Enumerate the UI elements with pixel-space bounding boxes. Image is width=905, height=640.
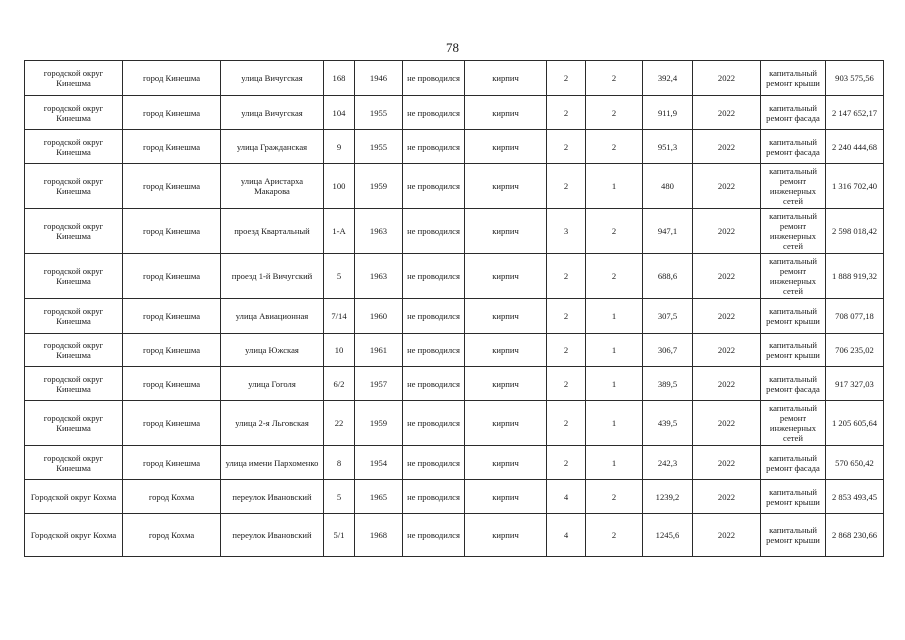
entrances-cell: 1	[586, 367, 643, 401]
street-cell: переулок Ивановский	[221, 514, 324, 557]
house-number-cell: 10	[324, 334, 355, 367]
area-cell: 1245,6	[643, 514, 693, 557]
table-row	[25, 446, 884, 480]
last-repair-cell: не проводился	[403, 130, 465, 164]
last-repair-cell: не проводился	[403, 254, 465, 299]
wall-material-cell: кирпич	[465, 480, 547, 514]
area-cell: 439,5	[643, 401, 693, 446]
cost-cell: 708 077,18	[826, 299, 884, 334]
table-row	[25, 367, 884, 401]
cost-cell: 1 888 919,32	[826, 254, 884, 299]
plan-year-cell: 2022	[693, 367, 761, 401]
house-number-cell: 5	[324, 254, 355, 299]
house-number-cell: 1-А	[324, 209, 355, 254]
last-repair-cell: не проводился	[403, 209, 465, 254]
plan-year-cell: 2022	[693, 164, 761, 209]
district-cell: городской округ Кинешма	[25, 164, 123, 209]
page-number: 78	[446, 40, 459, 55]
cost-cell: 1 205 605,64	[826, 401, 884, 446]
cost-cell: 2 598 018,42	[826, 209, 884, 254]
plan-year-cell: 2022	[693, 61, 761, 96]
wall-material-cell: кирпич	[465, 334, 547, 367]
street-cell: проезд 1-й Вичугский	[221, 254, 324, 299]
work-type-cell: капитальный ремонт фасада	[761, 367, 826, 401]
district-cell: городской округ Кинешма	[25, 61, 123, 96]
floors-cell: 3	[547, 209, 586, 254]
house-number-cell: 7/14	[324, 299, 355, 334]
plan-year-cell: 2022	[693, 401, 761, 446]
house-number-cell: 5	[324, 480, 355, 514]
entrances-cell: 2	[586, 61, 643, 96]
district-cell: городской округ Кинешма	[25, 334, 123, 367]
table-row	[25, 164, 884, 209]
year-built-cell: 1955	[355, 130, 403, 164]
entrances-cell: 1	[586, 401, 643, 446]
area-cell: 306,7	[643, 334, 693, 367]
floors-cell: 2	[547, 446, 586, 480]
floors-cell: 2	[547, 334, 586, 367]
floors-cell: 2	[547, 299, 586, 334]
table-row	[25, 480, 884, 514]
plan-year-cell: 2022	[693, 334, 761, 367]
year-built-cell: 1954	[355, 446, 403, 480]
street-cell: улица Южская	[221, 334, 324, 367]
city-cell: город Кинешма	[123, 209, 221, 254]
house-number-cell: 104	[324, 96, 355, 130]
floors-cell: 2	[547, 61, 586, 96]
table-row	[25, 209, 884, 254]
year-built-cell: 1955	[355, 96, 403, 130]
district-cell: городской округ Кинешма	[25, 130, 123, 164]
wall-material-cell: кирпич	[465, 61, 547, 96]
wall-material-cell: кирпич	[465, 401, 547, 446]
city-cell: город Кинешма	[123, 130, 221, 164]
area-cell: 392,4	[643, 61, 693, 96]
year-built-cell: 1963	[355, 209, 403, 254]
street-cell: улица Вичугская	[221, 61, 324, 96]
entrances-cell: 1	[586, 164, 643, 209]
cost-cell: 917 327,03	[826, 367, 884, 401]
work-type-cell: капитальный ремонт инженерных сетей	[761, 254, 826, 299]
plan-year-cell: 2022	[693, 480, 761, 514]
table-row	[25, 130, 884, 164]
last-repair-cell: не проводился	[403, 446, 465, 480]
work-type-cell: капитальный ремонт инженерных сетей	[761, 401, 826, 446]
area-cell: 307,5	[643, 299, 693, 334]
area-cell: 389,5	[643, 367, 693, 401]
work-type-cell: капитальный ремонт фасада	[761, 446, 826, 480]
street-cell: переулок Ивановский	[221, 480, 324, 514]
year-built-cell: 1957	[355, 367, 403, 401]
city-cell: город Кинешма	[123, 96, 221, 130]
plan-year-cell: 2022	[693, 514, 761, 557]
entrances-cell: 1	[586, 299, 643, 334]
street-cell: улица Гражданская	[221, 130, 324, 164]
district-cell: городской округ Кинешма	[25, 254, 123, 299]
cost-cell: 706 235,02	[826, 334, 884, 367]
area-cell: 688,6	[643, 254, 693, 299]
district-cell: городской округ Кинешма	[25, 96, 123, 130]
work-type-cell: капитальный ремонт крыши	[761, 514, 826, 557]
plan-year-cell: 2022	[693, 96, 761, 130]
city-cell: город Кинешма	[123, 334, 221, 367]
cost-cell: 2 868 230,66	[826, 514, 884, 557]
work-type-cell: капитальный ремонт фасада	[761, 96, 826, 130]
cost-cell: 2 240 444,68	[826, 130, 884, 164]
floors-cell: 2	[547, 96, 586, 130]
table-row	[25, 254, 884, 299]
street-cell: улица 2-я Льговская	[221, 401, 324, 446]
street-cell: проезд Квартальный	[221, 209, 324, 254]
last-repair-cell: не проводился	[403, 61, 465, 96]
city-cell: город Кинешма	[123, 446, 221, 480]
table-row	[25, 299, 884, 334]
floors-cell: 2	[547, 367, 586, 401]
last-repair-cell: не проводился	[403, 164, 465, 209]
area-cell: 480	[643, 164, 693, 209]
last-repair-cell: не проводился	[403, 401, 465, 446]
city-cell: город Кинешма	[123, 367, 221, 401]
cost-cell: 2 853 493,45	[826, 480, 884, 514]
wall-material-cell: кирпич	[465, 96, 547, 130]
entrances-cell: 2	[586, 96, 643, 130]
year-built-cell: 1960	[355, 299, 403, 334]
district-cell: городской округ Кинешма	[25, 209, 123, 254]
house-number-cell: 9	[324, 130, 355, 164]
cost-cell: 903 575,56	[826, 61, 884, 96]
house-number-cell: 100	[324, 164, 355, 209]
year-built-cell: 1959	[355, 401, 403, 446]
wall-material-cell: кирпич	[465, 130, 547, 164]
city-cell: город Кинешма	[123, 61, 221, 96]
house-number-cell: 168	[324, 61, 355, 96]
floors-cell: 4	[547, 480, 586, 514]
city-cell: город Кохма	[123, 480, 221, 514]
last-repair-cell: не проводился	[403, 367, 465, 401]
table-row	[25, 96, 884, 130]
work-type-cell: капитальный ремонт крыши	[761, 299, 826, 334]
plan-year-cell: 2022	[693, 446, 761, 480]
district-cell: городской округ Кинешма	[25, 446, 123, 480]
cost-cell: 1 316 702,40	[826, 164, 884, 209]
house-number-cell: 8	[324, 446, 355, 480]
year-built-cell: 1963	[355, 254, 403, 299]
work-type-cell: капитальный ремонт инженерных сетей	[761, 164, 826, 209]
wall-material-cell: кирпич	[465, 367, 547, 401]
city-cell: город Кинешма	[123, 401, 221, 446]
area-cell: 947,1	[643, 209, 693, 254]
plan-year-cell: 2022	[693, 254, 761, 299]
year-built-cell: 1968	[355, 514, 403, 557]
house-number-cell: 22	[324, 401, 355, 446]
street-cell: улица Вичугская	[221, 96, 324, 130]
district-cell: городской округ Кинешма	[25, 299, 123, 334]
table-row	[25, 334, 884, 367]
wall-material-cell: кирпич	[465, 299, 547, 334]
last-repair-cell: не проводился	[403, 299, 465, 334]
floors-cell: 2	[547, 130, 586, 164]
area-cell: 951,3	[643, 130, 693, 164]
table-body	[25, 61, 884, 557]
year-built-cell: 1961	[355, 334, 403, 367]
table-row	[25, 401, 884, 446]
plan-year-cell: 2022	[693, 130, 761, 164]
work-type-cell: капитальный ремонт инженерных сетей	[761, 209, 826, 254]
house-number-cell: 5/1	[324, 514, 355, 557]
entrances-cell: 1	[586, 334, 643, 367]
entrances-cell: 2	[586, 254, 643, 299]
district-cell: городской округ Кинешма	[25, 401, 123, 446]
floors-cell: 2	[547, 164, 586, 209]
year-built-cell: 1959	[355, 164, 403, 209]
table-row	[25, 61, 884, 96]
year-built-cell: 1965	[355, 480, 403, 514]
year-built-cell: 1946	[355, 61, 403, 96]
entrances-cell: 2	[586, 209, 643, 254]
city-cell: город Кохма	[123, 514, 221, 557]
city-cell: город Кинешма	[123, 164, 221, 209]
plan-year-cell: 2022	[693, 209, 761, 254]
last-repair-cell: не проводился	[403, 334, 465, 367]
street-cell: улица имени Пархоменко	[221, 446, 324, 480]
entrances-cell: 2	[586, 514, 643, 557]
wall-material-cell: кирпич	[465, 164, 547, 209]
work-type-cell: капитальный ремонт крыши	[761, 334, 826, 367]
plan-year-cell: 2022	[693, 299, 761, 334]
area-cell: 242,3	[643, 446, 693, 480]
entrances-cell: 2	[586, 130, 643, 164]
last-repair-cell: не проводился	[403, 514, 465, 557]
cost-cell: 2 147 652,17	[826, 96, 884, 130]
wall-material-cell: кирпич	[465, 254, 547, 299]
floors-cell: 2	[547, 401, 586, 446]
city-cell: город Кинешма	[123, 254, 221, 299]
entrances-cell: 2	[586, 480, 643, 514]
floors-cell: 2	[547, 254, 586, 299]
floors-cell: 4	[547, 514, 586, 557]
work-type-cell: капитальный ремонт крыши	[761, 480, 826, 514]
repair-registry-table	[24, 60, 884, 557]
last-repair-cell: не проводился	[403, 96, 465, 130]
city-cell: город Кинешма	[123, 299, 221, 334]
last-repair-cell: не проводился	[403, 480, 465, 514]
street-cell: улица Гоголя	[221, 367, 324, 401]
cost-cell: 570 650,42	[826, 446, 884, 480]
table-row	[25, 514, 884, 557]
house-number-cell: 6/2	[324, 367, 355, 401]
work-type-cell: капитальный ремонт фасада	[761, 130, 826, 164]
area-cell: 911,9	[643, 96, 693, 130]
work-type-cell: капитальный ремонт крыши	[761, 61, 826, 96]
wall-material-cell: кирпич	[465, 446, 547, 480]
district-cell: Городской округ Кохма	[25, 480, 123, 514]
street-cell: улица Авиационная	[221, 299, 324, 334]
wall-material-cell: кирпич	[465, 514, 547, 557]
area-cell: 1239,2	[643, 480, 693, 514]
entrances-cell: 1	[586, 446, 643, 480]
district-cell: городской округ Кинешма	[25, 367, 123, 401]
street-cell: улица Аристарха Макарова	[221, 164, 324, 209]
district-cell: Городской округ Кохма	[25, 514, 123, 557]
wall-material-cell: кирпич	[465, 209, 547, 254]
